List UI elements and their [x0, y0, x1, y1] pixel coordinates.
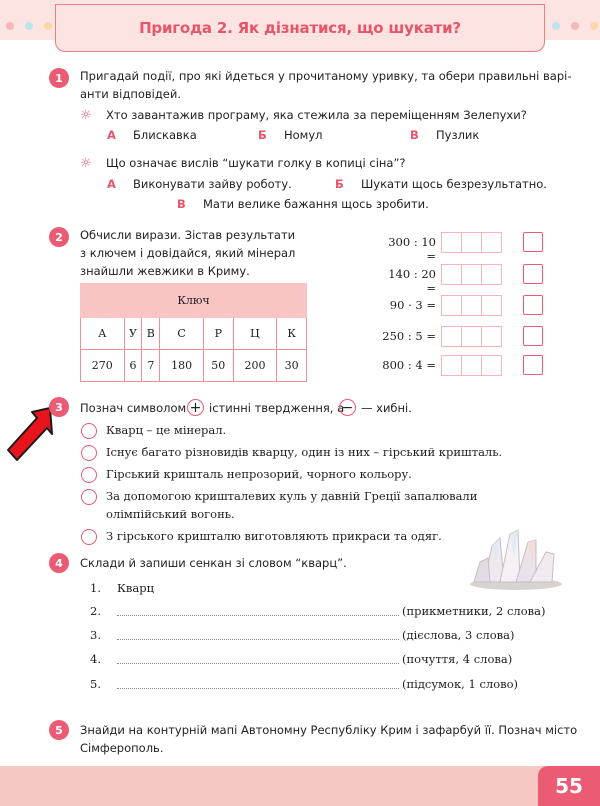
key-letter: К — [277, 318, 307, 350]
key-letter: Ц — [233, 318, 277, 350]
q1-option-a[interactable]: Блискавка — [133, 128, 197, 142]
q1-option-v[interactable]: Пузлик — [436, 128, 480, 142]
key-value: 270 — [81, 350, 125, 382]
cinquain-answer-line[interactable] — [117, 688, 399, 689]
letter-box[interactable] — [523, 232, 543, 252]
answer-circle[interactable] — [81, 529, 97, 545]
answer-circle[interactable] — [81, 489, 97, 505]
task1-text-line1: Пригадай події, про які йдеться у прочитаному уривку, та обери правильні варі- — [80, 69, 572, 83]
statement: Існує багато різновидів кварцу, один із них – гірський кришталь. — [106, 445, 503, 459]
cinquain-answer-line[interactable] — [117, 639, 399, 640]
task-number-5: 5 — [49, 720, 69, 740]
key-value: 180 — [160, 350, 204, 382]
q2-option-a[interactable]: Виконувати зайву роботу. — [133, 177, 292, 191]
cinquain-hint: (почуття, 4 слова) — [402, 652, 513, 666]
letter-box[interactable] — [523, 355, 543, 375]
key-letter: В — [142, 318, 160, 350]
task2-text-line1: Обчисли вирази. Зістав результати — [80, 228, 296, 242]
red-arrow-icon — [4, 404, 54, 468]
page-title-box — [55, 4, 545, 52]
q1-option-b[interactable]: Номул — [284, 128, 323, 142]
statement: З гірського кришталю виготовляють прикраси та одяг. — [106, 529, 442, 543]
task-number-3: 3 — [49, 397, 69, 417]
answer-circle[interactable] — [81, 423, 97, 439]
statement: За допомогою кришталевих куль у давній Греції запалювали — [106, 489, 478, 503]
key-value: 50 — [203, 350, 233, 382]
q2-option-v-label: В — [177, 197, 186, 211]
expression: 140 : 20 = — [388, 267, 436, 295]
cinquain-answer-line[interactable] — [117, 615, 399, 616]
task2-text-line2: з ключем і довідайся, який мінерал — [80, 246, 296, 260]
statement-continued: олімпійський вогонь. — [106, 507, 235, 521]
task3-intro-a: Познач символом — [80, 401, 187, 415]
sun-icon: ☼ — [80, 108, 92, 123]
page-title: Пригода 2. Як дізнатися, що шукати? — [139, 19, 461, 37]
key-value: 6 — [124, 350, 142, 382]
key-value: 30 — [277, 350, 307, 382]
key-table — [80, 283, 307, 382]
quartz-crystal-image — [466, 528, 566, 590]
task1-text-line2: анти відповідей. — [80, 87, 182, 101]
task1-question2: Що означає вислів “шукати голку в копиці сіна”? — [106, 156, 406, 170]
task2-text-line3: знайшли жевжики в Криму. — [80, 264, 250, 278]
statement: Кварц – це мінерал. — [106, 423, 227, 437]
cinquain-hint: (прикметники, 2 слова) — [402, 604, 546, 618]
cinquain-line-number: 5. — [90, 677, 101, 691]
task3-intro-c: — хибні. — [361, 401, 412, 415]
answer-cells[interactable] — [441, 326, 501, 347]
expression: 800 : 4 = — [382, 358, 436, 372]
expression: 90 · 3 = — [389, 298, 436, 312]
key-letter: С — [160, 318, 204, 350]
task5-text-line1: Знайди на контурній мапі Автономну Республіку Крим і зафарбуй її. Познач місто — [80, 723, 578, 737]
task4-text: Склади й запиши сенкан зі словом “кварц”. — [80, 556, 347, 570]
q1-option-a-label: А — [107, 128, 116, 142]
task-number-1: 1 — [49, 68, 69, 88]
expression: 250 : 5 = — [382, 329, 436, 343]
bottom-band — [0, 766, 600, 806]
cinquain-line-number: 3. — [90, 628, 101, 642]
answer-cells[interactable] — [441, 295, 501, 316]
cinquain-line-number: 4. — [90, 652, 101, 666]
minus-icon: − — [339, 399, 356, 416]
key-letter: А — [81, 318, 125, 350]
statement: Гірський кришталь непрозорий, чорного кольору. — [106, 467, 412, 481]
q1-option-v-label: В — [410, 128, 419, 142]
cinquain-line-number: 2. — [90, 604, 101, 618]
q2-option-a-label: А — [107, 177, 116, 191]
q2-option-b-label: Б — [335, 177, 344, 191]
letter-box[interactable] — [523, 264, 543, 284]
page-number: 55 — [538, 766, 600, 806]
cinquain-answer-line[interactable] — [117, 663, 399, 664]
cinquain-line-number: 1. — [90, 581, 101, 595]
plus-icon: + — [187, 399, 204, 416]
answer-cells[interactable] — [441, 264, 501, 285]
task5-text-line2: Сімферополь. — [80, 741, 164, 755]
task3-intro-b: істинні твердження, а — [209, 401, 345, 415]
letter-box[interactable] — [523, 295, 543, 315]
key-value: 200 — [233, 350, 277, 382]
sun-icon: ☼ — [80, 156, 92, 171]
answer-circle[interactable] — [81, 467, 97, 483]
answer-cells[interactable] — [441, 355, 501, 376]
key-title: Ключ — [81, 284, 307, 318]
task-number-2: 2 — [49, 227, 69, 247]
cinquain-hint: (дієслова, 3 слова) — [402, 628, 515, 642]
letter-box[interactable] — [523, 326, 543, 346]
cinquain-line-text: Кварц — [117, 581, 154, 595]
key-value: 7 — [142, 350, 160, 382]
answer-circle[interactable] — [81, 445, 97, 461]
q1-option-b-label: Б — [258, 128, 267, 142]
q2-option-v[interactable]: Мати велике бажання щось зробити. — [203, 197, 429, 211]
key-letter: У — [124, 318, 142, 350]
decorative-dots-right — [552, 22, 598, 32]
key-letter: Р — [203, 318, 233, 350]
expression: 300 : 10 = — [388, 235, 436, 263]
answer-cells[interactable] — [441, 232, 501, 253]
cinquain-hint: (підсумок, 1 слово) — [402, 677, 519, 691]
task1-question1: Хто завантажив програму, яка стежила за переміщенням Зелепухи? — [106, 108, 527, 122]
task-number-4: 4 — [49, 553, 69, 573]
q2-option-b[interactable]: Шукати щось безрезультатно. — [361, 177, 547, 191]
